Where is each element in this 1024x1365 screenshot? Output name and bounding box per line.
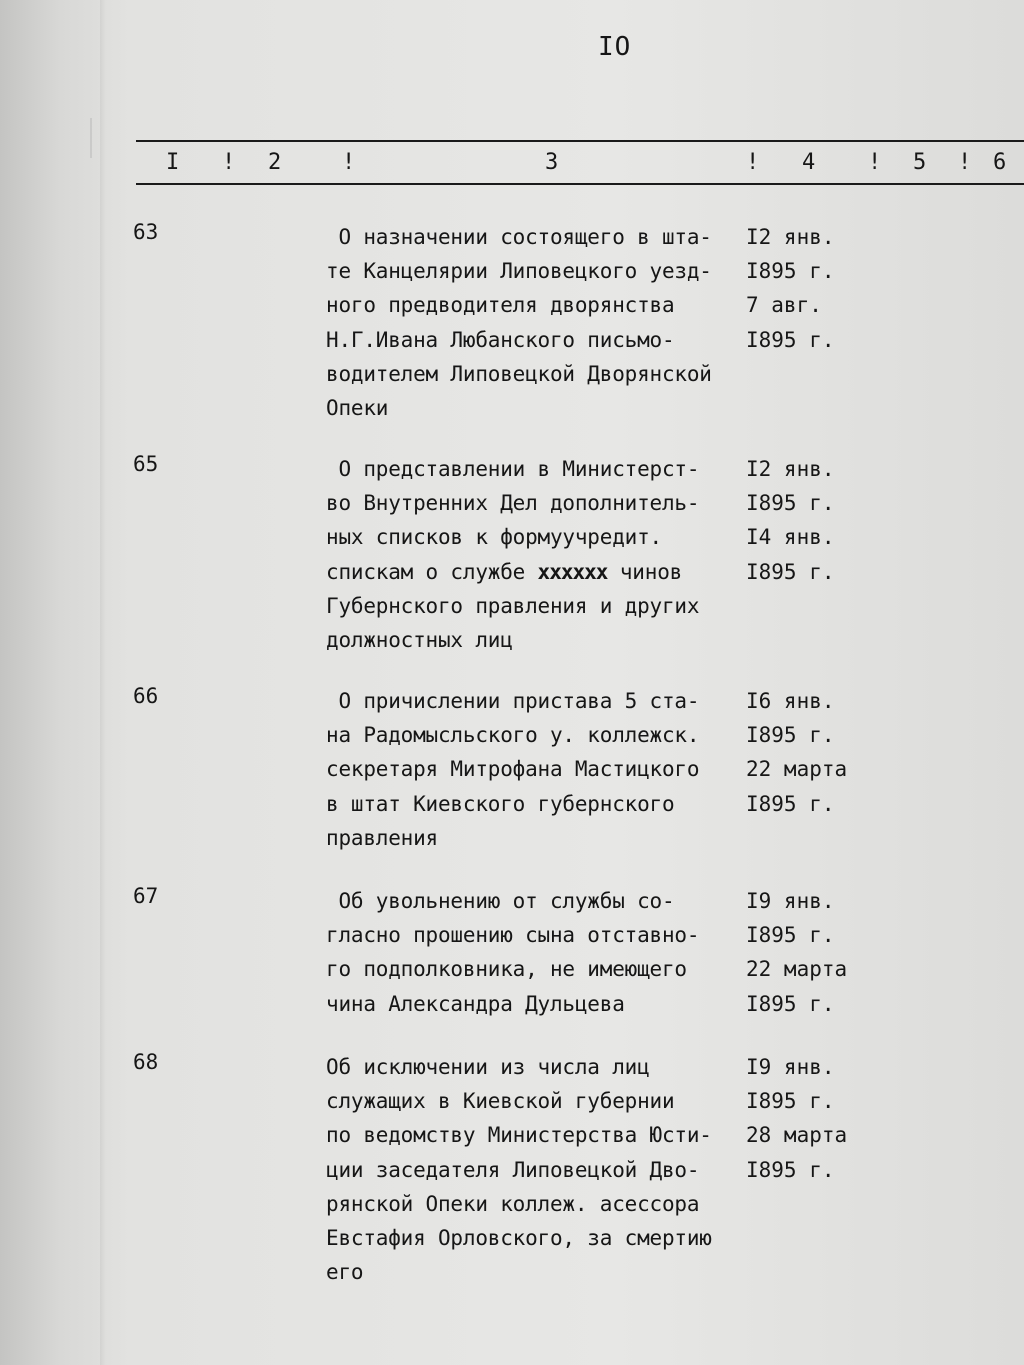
entry-number: 67 (133, 884, 159, 908)
entry-title-line: О причислении пристава 5 ста- (326, 689, 700, 713)
header-separator: ! (958, 150, 972, 175)
header-separator: ! (222, 150, 236, 175)
entry-title-line: ции заседателя Липовецкой Дво- (326, 1157, 700, 1182)
bleed-through-mark (0, 118, 92, 158)
entry-dates (746, 1050, 886, 1187)
header-separator: ! (868, 150, 882, 175)
entry-dates (746, 884, 886, 1021)
entry-date-line: I2 янв. (746, 457, 835, 481)
entry-title-line-end: чинов (619, 559, 683, 584)
entry-title-line: Об увольнению от службы со- (326, 889, 675, 913)
entry-title-line: служащих в Киевской губернии (326, 1089, 675, 1114)
entry-title-line: чина Александра Дульцева (326, 991, 625, 1016)
entry-date-line: I895 г. (746, 327, 835, 352)
typewriter-overstrike: xxxxxx (537, 559, 608, 584)
entry-date-line: I6 янв. (746, 689, 835, 713)
entry-title-line: го подполковника, не имеющего (326, 957, 687, 982)
entry-dates (746, 452, 886, 589)
entry-title-line: во Внутренних Дел дополнитель- (326, 491, 700, 516)
header-col-5: 5 (913, 150, 927, 175)
entry-number: 68 (133, 1050, 159, 1074)
entry-title-line: водителем Липовецкой Дворянской (326, 361, 712, 386)
entry-dates (746, 220, 886, 357)
entry-title-line: Евстафия Орловского, за смертию (326, 1226, 712, 1251)
entry-title (326, 452, 750, 657)
entry-date-line: I895 г. (746, 559, 835, 584)
entry-title-line: его (326, 1260, 364, 1285)
entry-date-line: I895 г. (746, 1157, 835, 1182)
entry-title-line-start: спискам о службе (326, 559, 526, 584)
header-col-3: 3 (545, 150, 559, 175)
entry-date-line: 22 марта (746, 757, 848, 782)
table-header-bottom-rule (136, 183, 1024, 185)
entry-title-line: те Канцелярии Липовецкого уезд- (326, 259, 712, 284)
entry-date-line: 7 авг. (746, 293, 822, 318)
entry-number: 63 (133, 220, 159, 244)
entry-date-line: I895 г. (746, 723, 835, 748)
entry-title-line: Опеки (326, 396, 389, 421)
entry-title-line: правления (326, 825, 438, 850)
entry-date-line: 28 марта (746, 1123, 848, 1148)
entry-date-line: I895 г. (746, 1089, 835, 1114)
entry-date-line: I895 г. (746, 923, 835, 948)
entry-title-line: Губернского правления и других (326, 593, 700, 618)
header-col-4: 4 (802, 150, 816, 175)
entry-dates (746, 684, 886, 821)
entry-title-line: Н.Г.Ивана Любанского письмо- (326, 327, 675, 352)
entry-date-line: I9 янв. (746, 889, 835, 913)
entry-title-line: О представлении в Министерст- (326, 457, 700, 481)
table-header-top-rule (136, 140, 1024, 142)
entry-title-line: должностных лиц (326, 628, 513, 653)
entry-date-line: I895 г. (746, 259, 835, 284)
entry-title (326, 684, 750, 855)
header-col-1: I (166, 150, 180, 175)
entry-title-line: рянской Опеки коллеж. асессора (326, 1191, 700, 1216)
entry-title-line-with-overstrike (326, 555, 750, 589)
entry-title-line: Об исключении из числа лиц (326, 1055, 650, 1079)
header-separator: ! (746, 150, 760, 175)
page-number: IO (598, 32, 632, 62)
entry-date-line: I2 янв. (746, 225, 835, 249)
entry-date-line: I4 янв. (746, 525, 835, 550)
header-col-6: 6 (993, 150, 1007, 175)
entry-title-line: ных списков к формуучредит. (326, 525, 662, 550)
entry-title-line: секретаря Митрофана Мастицкого (326, 757, 700, 782)
entry-date-line: 22 марта (746, 957, 848, 982)
header-separator: ! (342, 150, 356, 175)
entry-title-line: в штат Киевского губернского (326, 791, 675, 816)
entry-title-line: по ведомству Министерства Юсти- (326, 1123, 712, 1148)
page-edge-shadow (100, 0, 106, 1365)
entry-title (326, 884, 750, 1021)
entry-title-line: ного предводителя дворянства (326, 293, 675, 318)
entry-title-line: гласно прошению сына отставно- (326, 923, 700, 948)
entry-title (326, 1050, 750, 1289)
entry-date-line: I9 янв. (746, 1055, 835, 1079)
entry-title (326, 220, 750, 425)
entry-date-line: I895 г. (746, 791, 835, 816)
entry-number: 65 (133, 452, 159, 476)
entry-title-line: О назначении состоящего в шта- (326, 225, 712, 249)
entry-title-line: на Радомысльского у. коллежск. (326, 723, 700, 748)
entry-date-line: I895 г. (746, 491, 835, 516)
entry-number: 66 (133, 684, 159, 708)
header-col-2: 2 (268, 150, 282, 175)
entry-date-line: I895 г. (746, 991, 835, 1016)
